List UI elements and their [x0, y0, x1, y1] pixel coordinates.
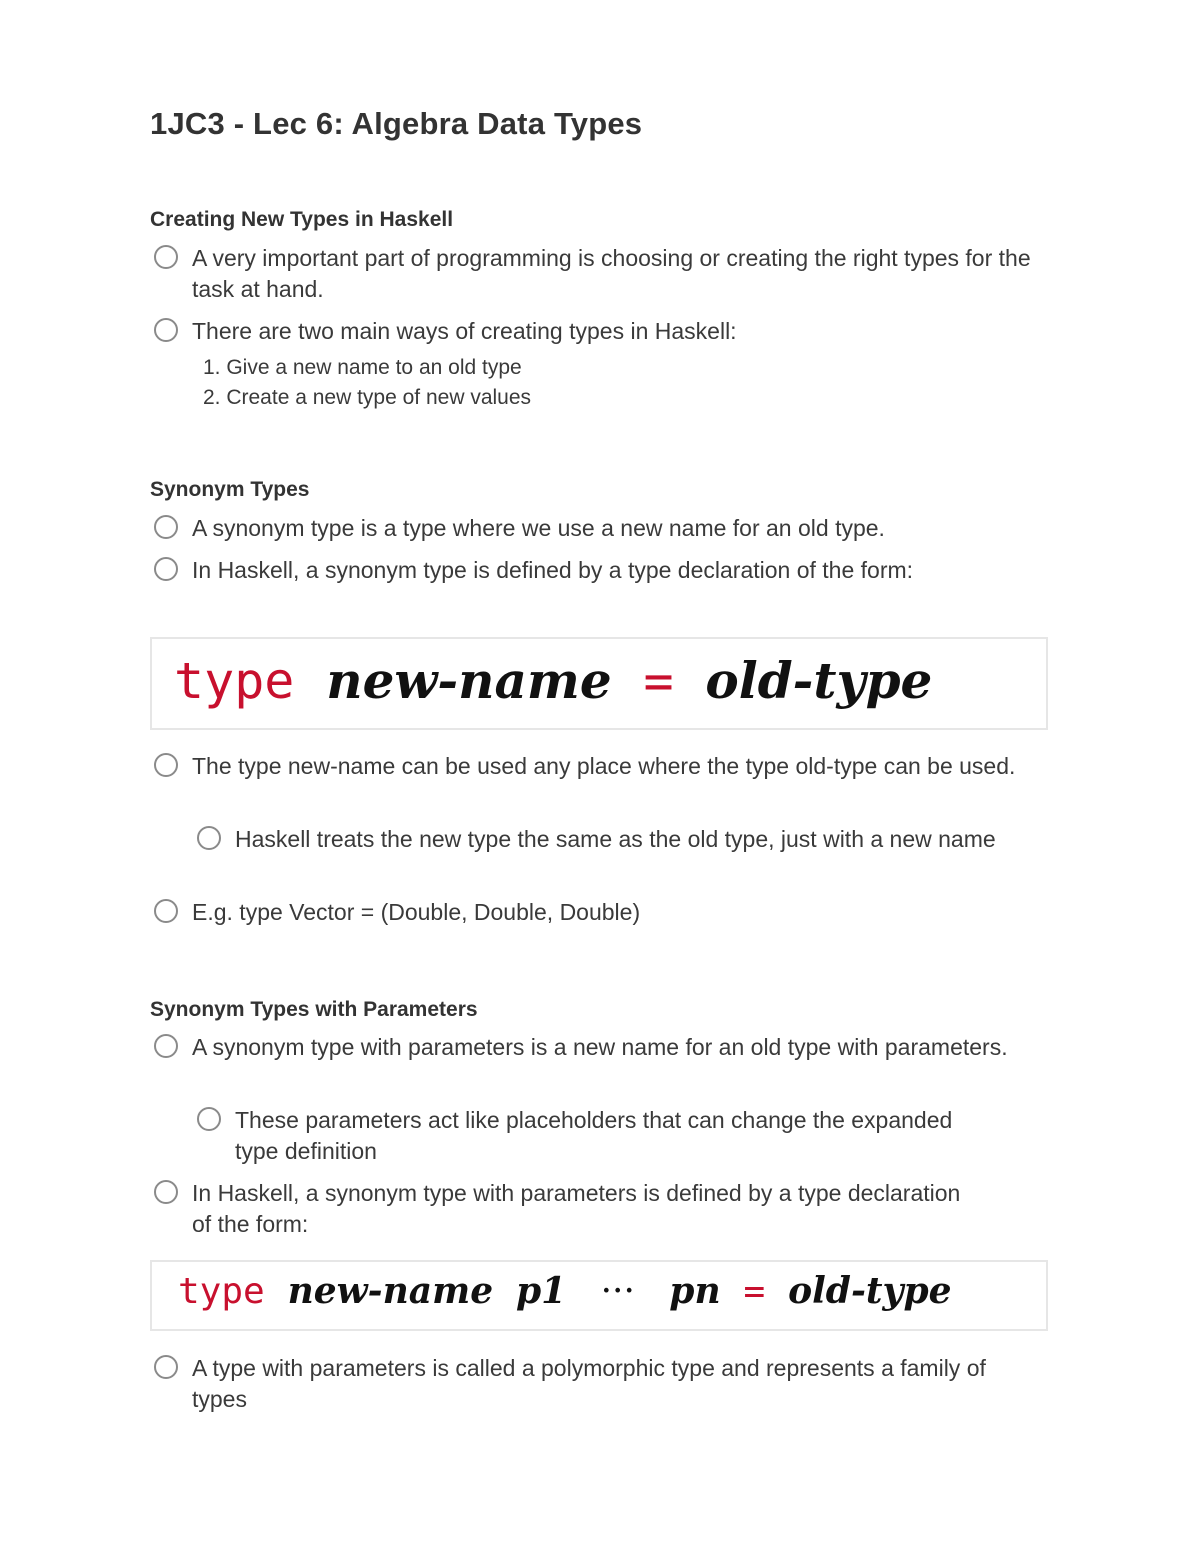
bullet-item: [192, 897, 1042, 928]
bullet-text: A very important part of programming is choosing or creating the right types for the task at hand.: [192, 245, 1031, 302]
code-param-p1: p1: [516, 1270, 567, 1312]
code-new-name: new-name: [287, 1270, 494, 1312]
bullet-text: A synonym type is a type where we use a new name for an old type.: [192, 515, 885, 541]
bullet-text: E.g. type Vector = (Double, Double, Double): [192, 899, 641, 925]
numbered-item: 2. Create a new type of new values: [203, 386, 532, 409]
bullet-item: [192, 1353, 1022, 1415]
circle-bullet-icon: [154, 245, 178, 269]
circle-bullet-icon: [154, 899, 178, 923]
bullet-item: [192, 751, 1042, 782]
bullet-item: [192, 316, 1032, 347]
circle-bullet-icon: [197, 1107, 221, 1131]
section-heading-synonym-types: Synonym Types: [150, 478, 310, 501]
bullet-text: In Haskell, a synonym type is defined by a type declaration of the form:: [192, 557, 914, 583]
bullet-item: [192, 513, 1042, 544]
circle-bullet-icon: [154, 515, 178, 539]
bullet-item: [192, 1178, 982, 1240]
code-block-type-declaration: [150, 637, 1048, 730]
code-keyword: type: [174, 652, 295, 710]
bullet-text: A type with parameters is called a polymorphic type and represents a family of types: [192, 1355, 986, 1412]
bullet-text: In Haskell, a synonym type with parameters is defined by a type declaration of the form:: [192, 1180, 961, 1237]
code-new-name: new-name: [326, 651, 612, 710]
section-heading-creating-new-types: Creating New Types in Haskell: [150, 208, 454, 231]
code-old-type: old-type: [705, 651, 933, 710]
circle-bullet-icon: [154, 318, 178, 342]
numbered-item: 1. Give a new name to an old type: [203, 356, 522, 379]
bullet-text: There are two main ways of creating types in Haskell:: [192, 318, 737, 344]
sub-bullet-item: [235, 824, 1045, 855]
circle-bullet-icon: [154, 1180, 178, 1204]
bullet-item: [192, 1032, 1012, 1063]
bullet-text: These parameters act like placeholders that can change the expanded type definition: [235, 1107, 953, 1164]
circle-bullet-icon: [197, 826, 221, 850]
bullet-text: A synonym type with parameters is a new name for an old type with parameters.: [192, 1034, 1008, 1060]
code-old-type: old-type: [788, 1270, 952, 1312]
bullet-item: [192, 243, 1032, 305]
section-heading-synonym-types-with-parameters: Synonym Types with Parameters: [150, 998, 478, 1021]
code-keyword: type: [178, 1271, 265, 1312]
code-equals: =: [643, 652, 674, 710]
code-equals: =: [743, 1271, 766, 1312]
circle-bullet-icon: [154, 557, 178, 581]
circle-bullet-icon: [154, 1355, 178, 1379]
circle-bullet-icon: [154, 753, 178, 777]
bullet-text: Haskell treats the new type the same as the old type, just with a new name: [235, 826, 996, 852]
sub-bullet-item: [235, 1105, 995, 1167]
code-param-pn: pn: [669, 1270, 721, 1312]
page-title: 1JC3 - Lec 6: Algebra Data Types: [150, 106, 643, 141]
bullet-text: The type new-name can be used any place where the type old-type can be used.: [192, 753, 1016, 779]
code-ellipsis: ···: [600, 1271, 635, 1312]
bullet-item: [192, 555, 1042, 586]
circle-bullet-icon: [154, 1034, 178, 1058]
code-block-parameterized-type-declaration: [150, 1260, 1048, 1331]
